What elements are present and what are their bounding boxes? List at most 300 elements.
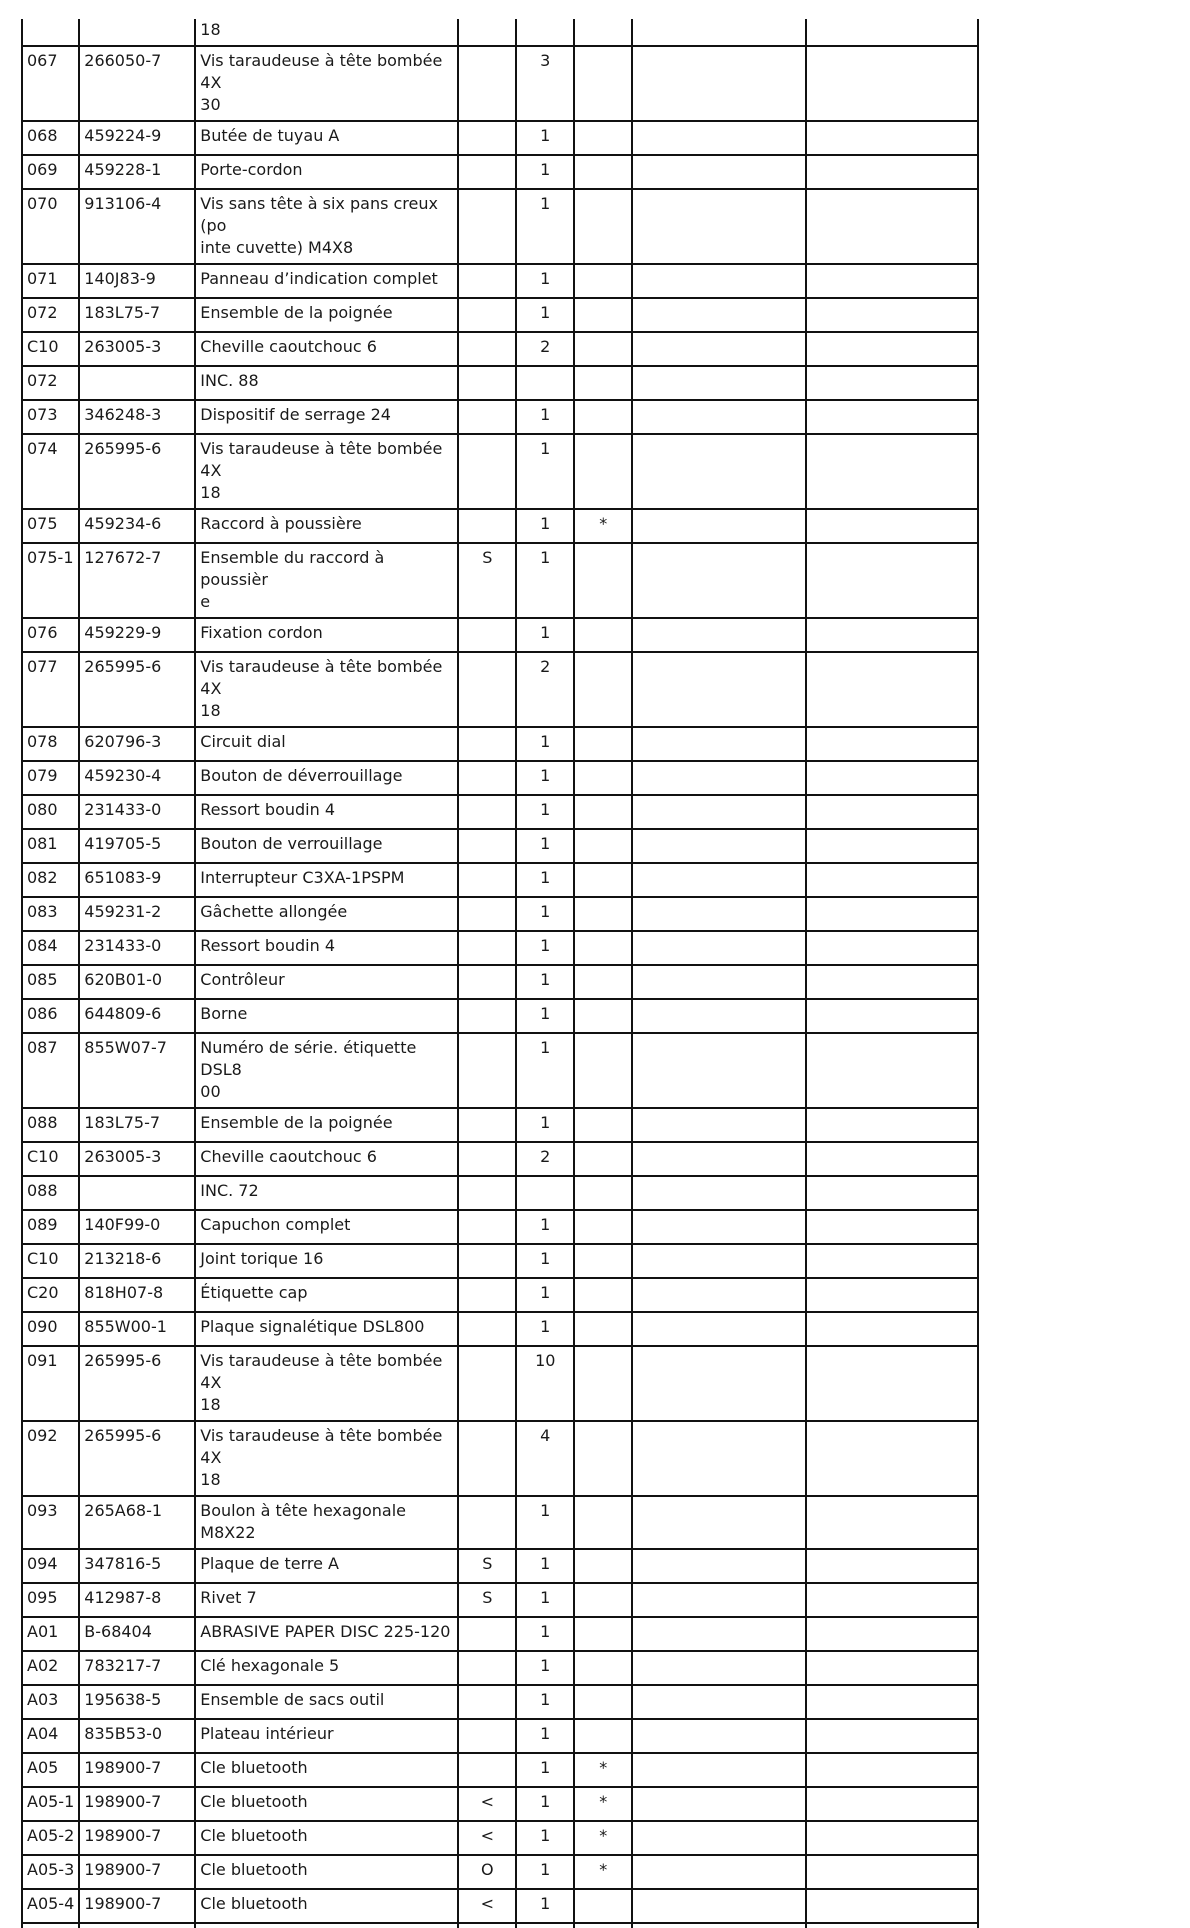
description-line: Vis taraudeuse à tête bombée 4X xyxy=(200,1351,443,1392)
substitution-cell xyxy=(458,931,516,965)
note-mark-cell xyxy=(574,999,632,1033)
description-line: Ressort boudin 4 xyxy=(200,800,335,819)
note-mark-cell xyxy=(574,189,632,264)
blank-cell xyxy=(806,1176,978,1210)
description-line: Boulon à tête hexagonale M8X22 xyxy=(200,1501,406,1542)
item-number-cell: C20 xyxy=(22,1278,79,1312)
note-mark-cell xyxy=(574,931,632,965)
note-mark-cell xyxy=(574,155,632,189)
part-number-cell: 265A68-1 xyxy=(79,1496,195,1549)
item-number-cell: 072 xyxy=(22,298,79,332)
item-number-cell: 091 xyxy=(22,1346,79,1421)
blank-cell xyxy=(806,1787,978,1821)
item-number-cell: 075-1 xyxy=(22,543,79,618)
substitution-cell xyxy=(458,264,516,298)
table-row xyxy=(22,1651,978,1685)
item-number-cell xyxy=(22,1923,79,1928)
description-line: Vis taraudeuse à tête bombée 4X xyxy=(200,657,443,698)
table-row xyxy=(22,999,978,1033)
part-number-cell: 459228-1 xyxy=(79,155,195,189)
substitution-cell: < xyxy=(458,1889,516,1923)
note-mark-cell xyxy=(574,1346,632,1421)
description-line: 18 xyxy=(200,483,221,502)
item-number-cell: 068 xyxy=(22,121,79,155)
blank-cell xyxy=(806,155,978,189)
substitution-cell xyxy=(458,1312,516,1346)
blank-cell xyxy=(806,897,978,931)
substitution-cell xyxy=(458,1719,516,1753)
item-number-cell: A05-1 xyxy=(22,1787,79,1821)
description-line: Numéro de série. étiquette DSL8 xyxy=(200,1038,417,1079)
quantity-cell: 1 xyxy=(516,1312,574,1346)
blank-cell xyxy=(806,264,978,298)
blank-cell xyxy=(806,46,978,121)
quantity-cell xyxy=(516,1923,574,1928)
note-mark-cell: * xyxy=(574,1787,632,1821)
description-cell xyxy=(195,19,458,46)
blank-cell xyxy=(632,1855,806,1889)
part-number-cell: 231433-0 xyxy=(79,931,195,965)
blank-cell xyxy=(806,1421,978,1496)
item-number-cell: C10 xyxy=(22,1142,79,1176)
item-number-cell: 086 xyxy=(22,999,79,1033)
description-cell xyxy=(195,155,458,189)
substitution-cell xyxy=(458,965,516,999)
description-line: Cle bluetooth xyxy=(200,1860,308,1879)
table-row xyxy=(22,1108,978,1142)
table-row xyxy=(22,1923,978,1928)
note-mark-cell xyxy=(574,829,632,863)
quantity-cell: 1 xyxy=(516,1855,574,1889)
item-number-cell: 075 xyxy=(22,509,79,543)
blank-cell xyxy=(806,1617,978,1651)
description-cell xyxy=(195,1346,458,1421)
table-row xyxy=(22,19,978,46)
item-number-cell: 094 xyxy=(22,1549,79,1583)
quantity-cell: 1 xyxy=(516,795,574,829)
substitution-cell xyxy=(458,509,516,543)
blank-cell xyxy=(806,1549,978,1583)
description-cell xyxy=(195,1278,458,1312)
description-line: Vis taraudeuse à tête bombée 4X xyxy=(200,1426,443,1467)
description-line: Circuit dial xyxy=(200,732,286,751)
parts-table-body xyxy=(22,19,978,1928)
blank-cell xyxy=(632,727,806,761)
quantity-cell: 10 xyxy=(516,1346,574,1421)
blank-cell xyxy=(632,189,806,264)
description-cell xyxy=(195,1142,458,1176)
part-number-cell: 265995-6 xyxy=(79,434,195,509)
item-number-cell: 083 xyxy=(22,897,79,931)
item-number-cell: 088 xyxy=(22,1176,79,1210)
table-row xyxy=(22,264,978,298)
note-mark-cell xyxy=(574,863,632,897)
blank-cell xyxy=(632,298,806,332)
blank-cell xyxy=(806,1244,978,1278)
note-mark-cell xyxy=(574,1496,632,1549)
part-number-cell: 459234-6 xyxy=(79,509,195,543)
part-number-cell: 783217-7 xyxy=(79,1651,195,1685)
note-mark-cell xyxy=(574,298,632,332)
item-number-cell: 092 xyxy=(22,1421,79,1496)
item-number-cell: 088 xyxy=(22,1108,79,1142)
item-number-cell: 072 xyxy=(22,366,79,400)
part-number-cell: 263005-3 xyxy=(79,332,195,366)
description-cell xyxy=(195,1651,458,1685)
description-cell xyxy=(195,46,458,121)
parts-table xyxy=(21,19,979,1928)
blank-cell xyxy=(632,761,806,795)
item-number-cell: A05-4 xyxy=(22,1889,79,1923)
substitution-cell xyxy=(458,1651,516,1685)
description-cell xyxy=(195,1421,458,1496)
blank-cell xyxy=(806,121,978,155)
description-line: Bouton de verrouillage xyxy=(200,834,383,853)
table-row xyxy=(22,366,978,400)
table-row xyxy=(22,1821,978,1855)
item-number-cell: 095 xyxy=(22,1583,79,1617)
note-mark-cell xyxy=(574,652,632,727)
blank-cell xyxy=(632,863,806,897)
description-line: 00 xyxy=(200,1082,221,1101)
part-number-cell: 620796-3 xyxy=(79,727,195,761)
substitution-cell xyxy=(458,155,516,189)
quantity-cell: 1 xyxy=(516,897,574,931)
blank-cell xyxy=(632,1244,806,1278)
part-number-cell: 198900-7 xyxy=(79,1821,195,1855)
item-number-cell: 084 xyxy=(22,931,79,965)
table-row xyxy=(22,897,978,931)
blank-cell xyxy=(632,1278,806,1312)
description-line: Cle bluetooth xyxy=(200,1894,308,1913)
part-number-cell: 198900-7 xyxy=(79,1889,195,1923)
blank-cell xyxy=(806,1583,978,1617)
description-cell xyxy=(195,1549,458,1583)
item-number-cell: 077 xyxy=(22,652,79,727)
quantity-cell: 1 xyxy=(516,434,574,509)
note-mark-cell xyxy=(574,264,632,298)
part-number-cell: 183L75-7 xyxy=(79,1108,195,1142)
item-number-cell: A05 xyxy=(22,1753,79,1787)
description-line: Vis sans tête à six pans creux (po xyxy=(200,194,438,235)
blank-cell xyxy=(632,1719,806,1753)
part-number-cell: 198900-7 xyxy=(79,1753,195,1787)
description-line: Cle bluetooth xyxy=(200,1826,308,1845)
quantity-cell: 1 xyxy=(516,761,574,795)
quantity-cell: 1 xyxy=(516,1821,574,1855)
blank-cell xyxy=(632,332,806,366)
description-cell xyxy=(195,1855,458,1889)
blank-cell xyxy=(806,1651,978,1685)
blank-cell xyxy=(632,999,806,1033)
blank-cell xyxy=(632,1549,806,1583)
description-cell xyxy=(195,652,458,727)
table-row xyxy=(22,298,978,332)
part-number-cell: 263005-3 xyxy=(79,1142,195,1176)
item-number-cell: A04 xyxy=(22,1719,79,1753)
note-mark-cell xyxy=(574,1278,632,1312)
note-mark-cell: * xyxy=(574,1821,632,1855)
description-line: Ensemble de la poignée xyxy=(200,303,393,322)
note-mark-cell xyxy=(574,1923,632,1928)
note-mark-cell: * xyxy=(574,1753,632,1787)
blank-cell xyxy=(806,965,978,999)
note-mark-cell: * xyxy=(574,1855,632,1889)
description-cell xyxy=(195,1108,458,1142)
table-row xyxy=(22,1787,978,1821)
note-mark-cell xyxy=(574,1889,632,1923)
description-line: Cheville caoutchouc 6 xyxy=(200,1147,377,1166)
substitution-cell xyxy=(458,1033,516,1108)
blank-cell xyxy=(806,1142,978,1176)
description-cell xyxy=(195,1210,458,1244)
description-cell xyxy=(195,1889,458,1923)
item-number-cell xyxy=(22,19,79,46)
part-number-cell: 651083-9 xyxy=(79,863,195,897)
quantity-cell: 1 xyxy=(516,264,574,298)
part-number-cell: 198900-7 xyxy=(79,1855,195,1889)
description-line: Cheville caoutchouc 6 xyxy=(200,337,377,356)
substitution-cell xyxy=(458,1496,516,1549)
quantity-cell: 1 xyxy=(516,1583,574,1617)
description-line: Plateau intérieur xyxy=(200,1724,334,1743)
description-line: Panneau d’indication complet xyxy=(200,269,438,288)
item-number-cell: 070 xyxy=(22,189,79,264)
item-number-cell: 078 xyxy=(22,727,79,761)
note-mark-cell xyxy=(574,1033,632,1108)
blank-cell xyxy=(632,46,806,121)
blank-cell xyxy=(806,298,978,332)
blank-cell xyxy=(632,1685,806,1719)
note-mark-cell xyxy=(574,121,632,155)
blank-cell xyxy=(632,366,806,400)
substitution-cell xyxy=(458,863,516,897)
blank-cell xyxy=(632,1312,806,1346)
description-line: Rivet 7 xyxy=(200,1588,257,1607)
item-number-cell: 073 xyxy=(22,400,79,434)
quantity-cell: 1 xyxy=(516,1278,574,1312)
quantity-cell: 1 xyxy=(516,1685,574,1719)
description-cell xyxy=(195,1787,458,1821)
quantity-cell: 1 xyxy=(516,1496,574,1549)
description-line: Bouton de déverrouillage xyxy=(200,766,403,785)
substitution-cell xyxy=(458,400,516,434)
description-cell xyxy=(195,795,458,829)
table-row xyxy=(22,931,978,965)
substitution-cell: O xyxy=(458,1855,516,1889)
substitution-cell: S xyxy=(458,543,516,618)
blank-cell xyxy=(806,863,978,897)
item-number-cell: 076 xyxy=(22,618,79,652)
table-row xyxy=(22,795,978,829)
blank-cell xyxy=(806,829,978,863)
part-number-cell: 459224-9 xyxy=(79,121,195,155)
table-row xyxy=(22,1719,978,1753)
part-number-cell: 412987-8 xyxy=(79,1583,195,1617)
blank-cell xyxy=(632,1033,806,1108)
quantity-cell: 1 xyxy=(516,543,574,618)
table-row xyxy=(22,1685,978,1719)
blank-cell xyxy=(806,434,978,509)
blank-cell xyxy=(632,1176,806,1210)
blank-cell xyxy=(632,1617,806,1651)
quantity-cell: 1 xyxy=(516,1549,574,1583)
description-cell xyxy=(195,509,458,543)
quantity-cell xyxy=(516,19,574,46)
table-row xyxy=(22,1855,978,1889)
description-cell xyxy=(195,298,458,332)
part-number-cell: 459230-4 xyxy=(79,761,195,795)
table-row xyxy=(22,1753,978,1787)
quantity-cell: 1 xyxy=(516,1108,574,1142)
part-number-cell: 459231-2 xyxy=(79,897,195,931)
part-number-cell: 913106-4 xyxy=(79,189,195,264)
blank-cell xyxy=(806,727,978,761)
quantity-cell xyxy=(516,1176,574,1210)
blank-cell xyxy=(806,1496,978,1549)
quantity-cell: 1 xyxy=(516,1787,574,1821)
note-mark-cell xyxy=(574,727,632,761)
substitution-cell xyxy=(458,795,516,829)
note-mark-cell xyxy=(574,1651,632,1685)
quantity-cell: 1 xyxy=(516,1210,574,1244)
description-line: 18 xyxy=(200,1470,221,1489)
item-number-cell: 074 xyxy=(22,434,79,509)
blank-cell xyxy=(632,965,806,999)
part-number-cell: 459229-9 xyxy=(79,618,195,652)
table-row xyxy=(22,1033,978,1108)
description-line: Vis taraudeuse à tête bombée 4X xyxy=(200,439,443,480)
quantity-cell: 3 xyxy=(516,46,574,121)
blank-cell xyxy=(806,1719,978,1753)
substitution-cell xyxy=(458,1210,516,1244)
description-line: e xyxy=(200,592,211,611)
item-number-cell: A02 xyxy=(22,1651,79,1685)
description-cell xyxy=(195,1685,458,1719)
part-number-cell: 127672-7 xyxy=(79,543,195,618)
item-number-cell: 082 xyxy=(22,863,79,897)
part-number-cell: 265995-6 xyxy=(79,652,195,727)
quantity-cell: 1 xyxy=(516,1617,574,1651)
substitution-cell xyxy=(458,46,516,121)
description-cell xyxy=(195,829,458,863)
substitution-cell xyxy=(458,19,516,46)
note-mark-cell xyxy=(574,366,632,400)
table-row xyxy=(22,1142,978,1176)
substitution-cell xyxy=(458,727,516,761)
table-row xyxy=(22,1346,978,1421)
quantity-cell: 1 xyxy=(516,121,574,155)
substitution-cell xyxy=(458,189,516,264)
item-number-cell: 069 xyxy=(22,155,79,189)
part-number-cell xyxy=(79,1923,195,1928)
note-mark-cell xyxy=(574,46,632,121)
blank-cell xyxy=(806,1210,978,1244)
blank-cell xyxy=(632,618,806,652)
note-mark-cell: * xyxy=(574,509,632,543)
quantity-cell: 1 xyxy=(516,298,574,332)
description-line: 30 xyxy=(200,95,221,114)
blank-cell xyxy=(632,931,806,965)
table-row xyxy=(22,829,978,863)
blank-cell xyxy=(632,400,806,434)
description-cell xyxy=(195,1719,458,1753)
blank-cell xyxy=(806,1346,978,1421)
substitution-cell xyxy=(458,1617,516,1651)
description-cell xyxy=(195,863,458,897)
blank-cell xyxy=(806,1889,978,1923)
blank-cell xyxy=(632,897,806,931)
note-mark-cell xyxy=(574,1685,632,1719)
substitution-cell xyxy=(458,298,516,332)
item-number-cell: 071 xyxy=(22,264,79,298)
substitution-cell xyxy=(458,1244,516,1278)
blank-cell xyxy=(632,1651,806,1685)
description-cell xyxy=(195,332,458,366)
blank-cell xyxy=(806,1753,978,1787)
quantity-cell: 1 xyxy=(516,863,574,897)
quantity-cell: 2 xyxy=(516,1142,574,1176)
substitution-cell xyxy=(458,1176,516,1210)
substitution-cell xyxy=(458,366,516,400)
part-number-cell: 140J83-9 xyxy=(79,264,195,298)
item-number-cell: 090 xyxy=(22,1312,79,1346)
blank-cell xyxy=(806,543,978,618)
note-mark-cell xyxy=(574,1244,632,1278)
blank-cell xyxy=(632,434,806,509)
part-number-cell: 419705-5 xyxy=(79,829,195,863)
blank-cell xyxy=(632,1889,806,1923)
item-number-cell: 081 xyxy=(22,829,79,863)
table-row xyxy=(22,400,978,434)
table-row xyxy=(22,121,978,155)
blank-cell xyxy=(806,1312,978,1346)
blank-cell xyxy=(632,1421,806,1496)
description-line: 18 xyxy=(200,701,221,720)
note-mark-cell xyxy=(574,1312,632,1346)
description-line: Ensemble de sacs outil xyxy=(200,1690,385,1709)
description-cell xyxy=(195,400,458,434)
note-mark-cell xyxy=(574,618,632,652)
substitution-cell xyxy=(458,999,516,1033)
substitution-cell xyxy=(458,332,516,366)
blank-cell xyxy=(632,652,806,727)
blank-cell xyxy=(806,189,978,264)
blank-cell xyxy=(632,1753,806,1787)
quantity-cell: 2 xyxy=(516,652,574,727)
item-number-cell: 093 xyxy=(22,1496,79,1549)
description-line: Cle bluetooth xyxy=(200,1758,308,1777)
note-mark-cell xyxy=(574,543,632,618)
blank-cell xyxy=(806,400,978,434)
quantity-cell: 4 xyxy=(516,1421,574,1496)
blank-cell xyxy=(806,999,978,1033)
description-cell xyxy=(195,1583,458,1617)
item-number-cell: 085 xyxy=(22,965,79,999)
description-line: 18 xyxy=(200,20,221,39)
table-row xyxy=(22,332,978,366)
description-line: Butée de tuyau A xyxy=(200,126,340,145)
blank-cell xyxy=(806,618,978,652)
note-mark-cell xyxy=(574,1210,632,1244)
table-row xyxy=(22,727,978,761)
blank-cell xyxy=(632,155,806,189)
note-mark-cell xyxy=(574,1176,632,1210)
description-line: Joint torique 16 xyxy=(200,1249,324,1268)
table-row xyxy=(22,965,978,999)
description-line: Cle bluetooth xyxy=(200,1792,308,1811)
description-cell xyxy=(195,1753,458,1787)
